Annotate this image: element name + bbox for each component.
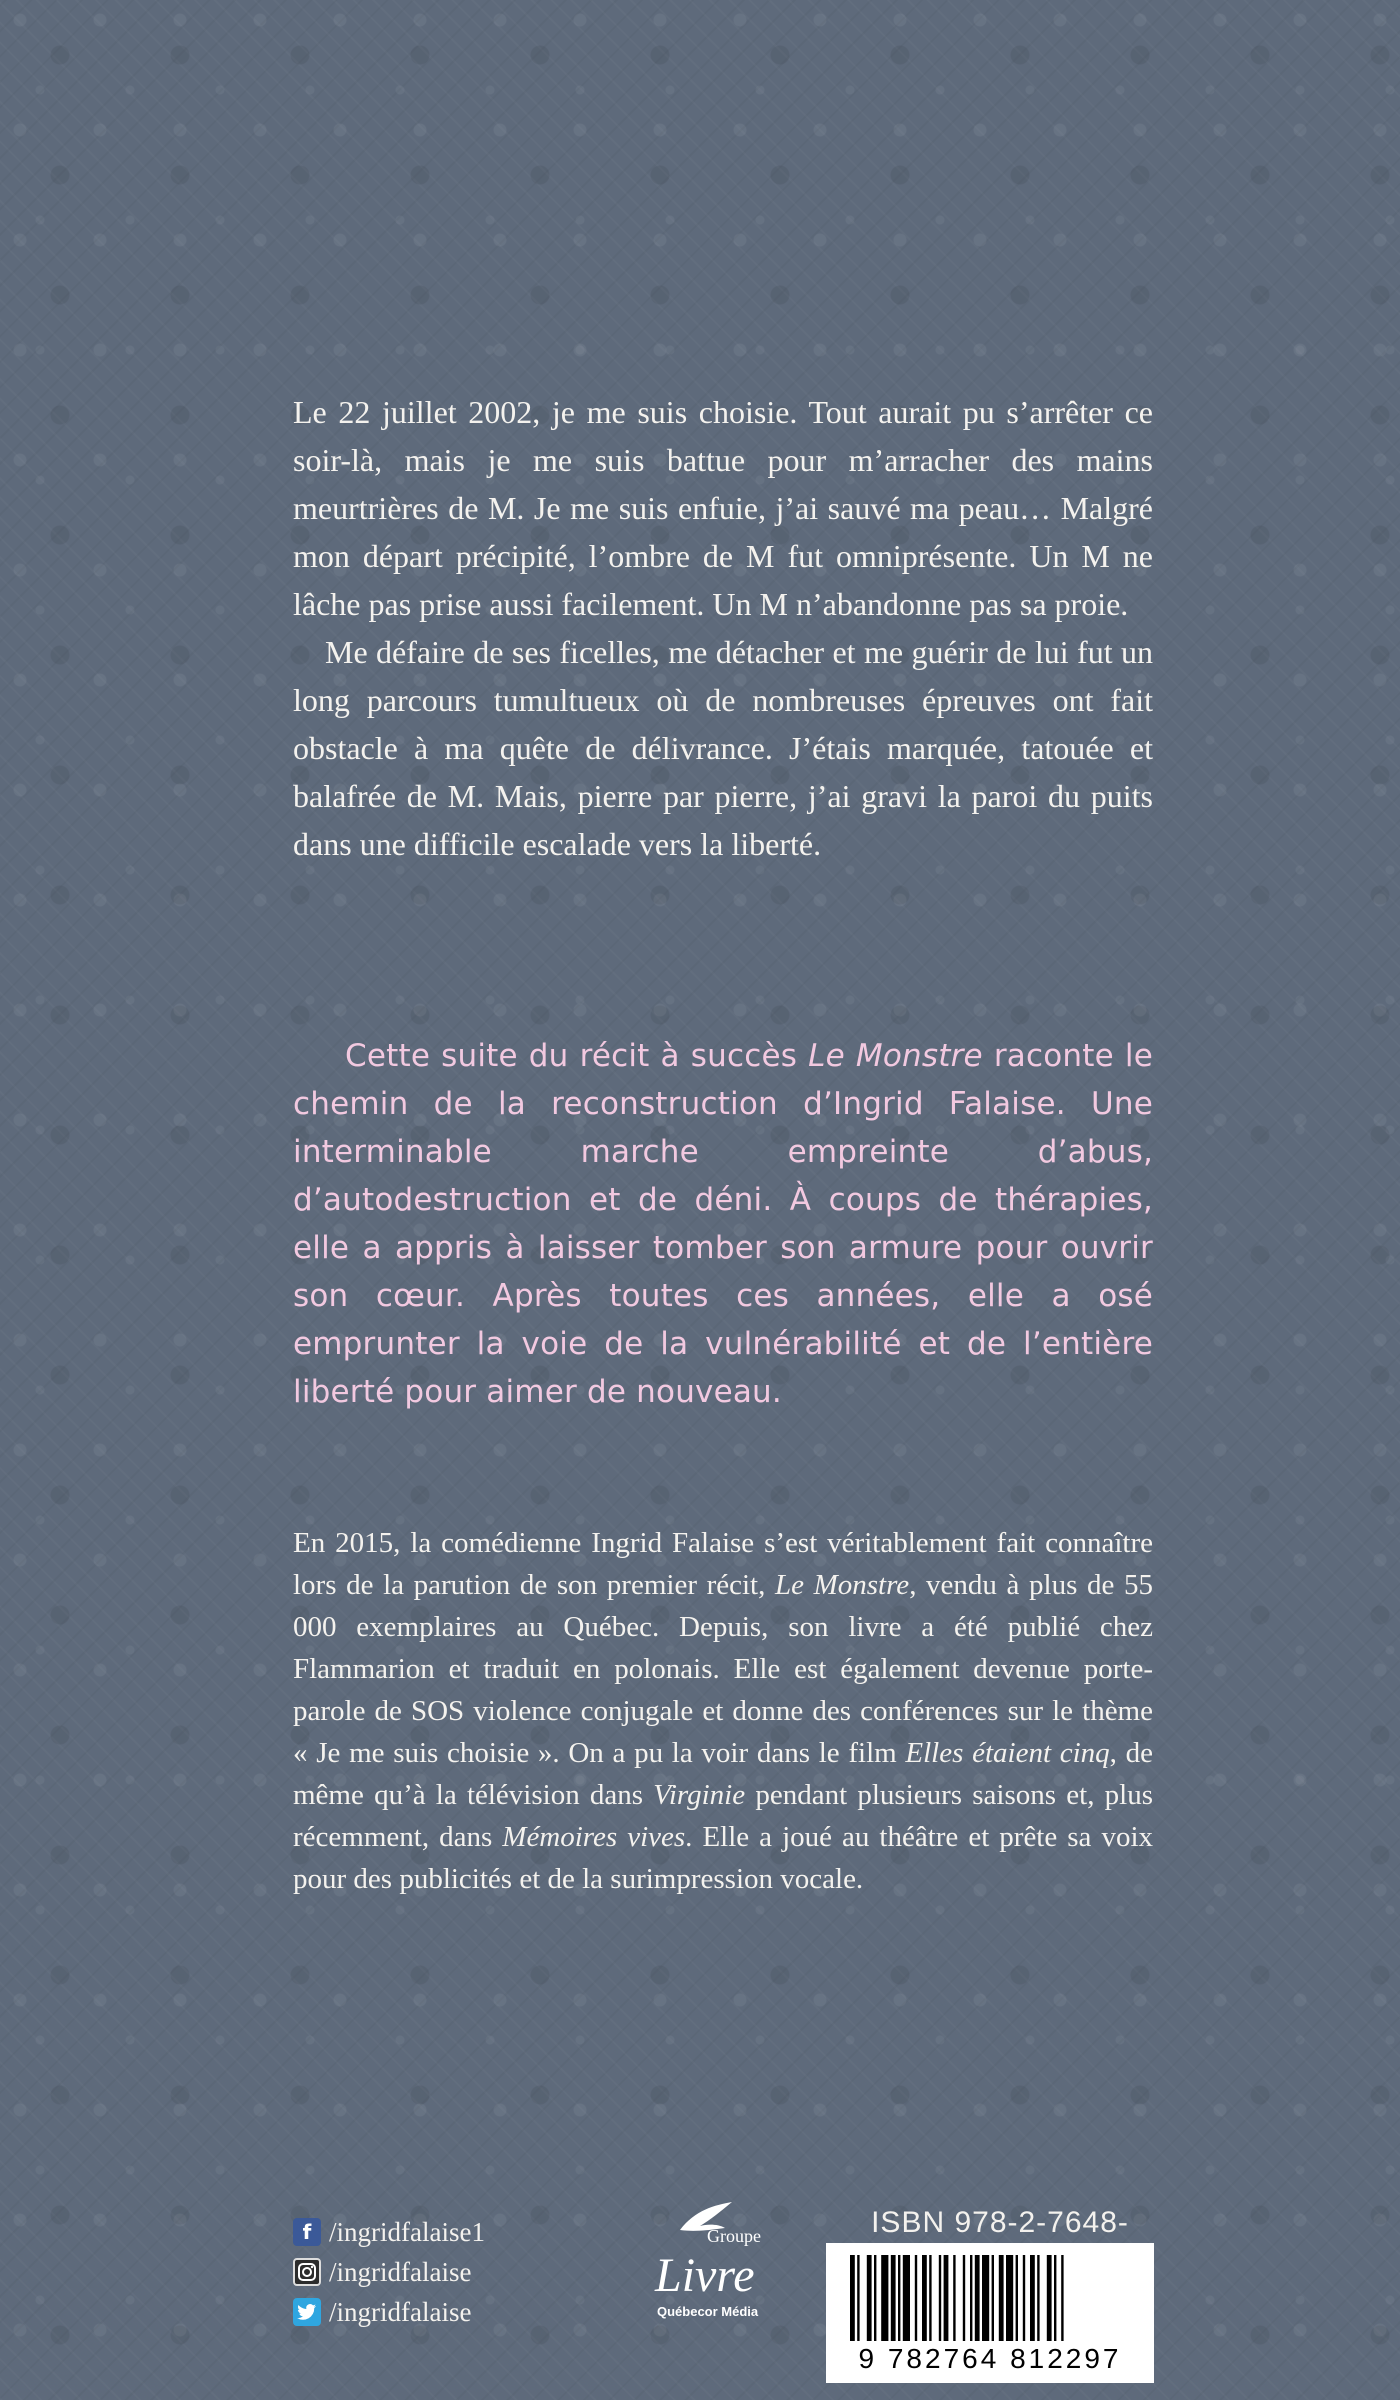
- publisher-media: Québecor Média: [657, 2304, 759, 2319]
- social-links: [293, 2214, 485, 2334]
- facebook-handle[interactable]: /ingridfalaise1: [329, 2216, 485, 2247]
- social-twitter[interactable]: [293, 2294, 485, 2330]
- author-bio: [293, 1522, 1153, 1900]
- barcode-bar: [1054, 2255, 1056, 2341]
- bio-text-3: , de même qu’à la télévision dans: [293, 1737, 1153, 1811]
- pitch-book-title: Le Monstre: [808, 1038, 983, 1074]
- intro-text: [293, 388, 1153, 868]
- social-facebook[interactable]: [293, 2214, 485, 2250]
- pitch-text: [293, 1032, 1153, 1416]
- barcode-bar: [939, 2255, 941, 2341]
- barcode-bar: [891, 2255, 896, 2341]
- barcode-bar: [1047, 2255, 1052, 2341]
- barcode-bar: [850, 2255, 855, 2341]
- barcode: [826, 2243, 1154, 2383]
- bio-title-elles-etaient-cinq: Elles étaient cinq: [905, 1737, 1110, 1769]
- barcode-bar: [975, 2255, 980, 2341]
- barcode-bar: [898, 2255, 900, 2341]
- barcode-bar: [915, 2255, 917, 2341]
- pitch-after: raconte le chemin de la reconstruction d’Ingrid Falaise. Une interminable marche empreinte d’abus, d’autodestruction et de déni. À coups de thérapies, elle a appris à laisser tomber son armure pour ouvrir son cœur. Après toutes ces années, elle a osé emprunter la voie de la vulnérabilité et de l’entière liberté pour aimer de nouveau.: [293, 1038, 1153, 1410]
- bio-text-5: . Elle a joué au théâtre et prête sa voix pour des publicités et de la surimpression vocale.: [293, 1821, 1154, 1895]
- twitter-icon: [293, 2298, 321, 2326]
- barcode-bar: [874, 2255, 876, 2341]
- barcode-bar: [999, 2255, 1004, 2341]
- instagram-icon: [293, 2258, 321, 2286]
- bio-text-2: , vendu à plus de 55 000 exemplaires au Québec. Depuis, son livre a été publié chez Flammarion et traduit en polonais. Elle est également devenue porte-parole de SOS violence conjugale et donne des conférences sur le thème « Je me suis choisie ». On a pu la voir dans le film: [293, 1569, 1153, 1769]
- pitch-before: Cette suite du récit à succès: [345, 1038, 809, 1074]
- publisher-livre: Livre: [655, 2249, 755, 2302]
- isbn-label: ISBN 978-2-7648-: [871, 2206, 1129, 2239]
- barcode-bar: [1006, 2255, 1013, 2341]
- social-instagram[interactable]: [293, 2254, 485, 2290]
- barcode-bar: [953, 2255, 955, 2341]
- bio-text-1: En 2015, la comédienne Ingrid Falaise s’est véritablement fait connaître lors de la parution de son premier récit,: [293, 1527, 1153, 1601]
- barcode-bar: [944, 2255, 949, 2341]
- barcode-bar: [1037, 2255, 1039, 2341]
- barcode-bar: [929, 2255, 931, 2341]
- instagram-handle[interactable]: /ingridfalaise: [329, 2256, 472, 2287]
- bio-text-4: pendant plusieurs saisons et, plus récemment, dans: [293, 1779, 1154, 1853]
- publisher-groupe: Groupe: [707, 2226, 761, 2246]
- barcode-bar: [1061, 2255, 1063, 2341]
- publisher-logo: [635, 2200, 780, 2340]
- facebook-icon: f: [293, 2218, 321, 2246]
- bio-title-le-monstre: Le Monstre: [774, 1569, 910, 1601]
- bio-title-memoires-vives: Mémoires vives: [502, 1821, 686, 1853]
- barcode-bar: [903, 2255, 910, 2341]
- barcode-bar: [857, 2255, 859, 2341]
- barcode-bar: [982, 2255, 989, 2341]
- barcode-bar: [867, 2255, 872, 2341]
- barcode-bar: [922, 2255, 927, 2341]
- barcode-digits: 9 782764 812297: [858, 2343, 1122, 2374]
- barcode-bar: [992, 2255, 994, 2341]
- barcode-bar: [1030, 2255, 1035, 2341]
- bio-title-virginie: Virginie: [653, 1779, 746, 1811]
- pitch-paragraph: [293, 1032, 1153, 1416]
- bio-paragraph: [293, 1522, 1153, 1900]
- barcode-bars: [850, 2255, 1130, 2341]
- twitter-handle[interactable]: /ingridfalaise: [329, 2296, 472, 2327]
- barcode-bar: [1016, 2255, 1018, 2341]
- intro-paragraph-1: Le 22 juillet 2002, je me suis choisie. Tout aurait pu s’arrêter ce soir-là, mais je me suis battue pour m’arracher des mains meurtrières de M. Je me suis enfuie, j’ai sauvé ma peau… Malgré mon départ précipité, l’ombre de M fut omniprésente. Un M ne lâche pas prise aussi facilement. Un M n’abandonne pas sa proie.: [293, 394, 1153, 622]
- barcode-bar: [881, 2255, 888, 2341]
- barcode-bar: [963, 2255, 965, 2341]
- intro-paragraph-2: Me défaire de ses ficelles, me détacher et me guérir de lui fut un long parcours tumultueux où de nombreuses épreuves ont fait obstacle à ma quête de délivrance. J’étais marquée, tatouée et balafrée de M. Mais, pierre par pierre, j’ai gravi la paroi du puits dans une difficile escalade vers la liberté.: [293, 634, 1153, 862]
- barcode-bar: [970, 2255, 972, 2341]
- barcode-bar: [1023, 2255, 1025, 2341]
